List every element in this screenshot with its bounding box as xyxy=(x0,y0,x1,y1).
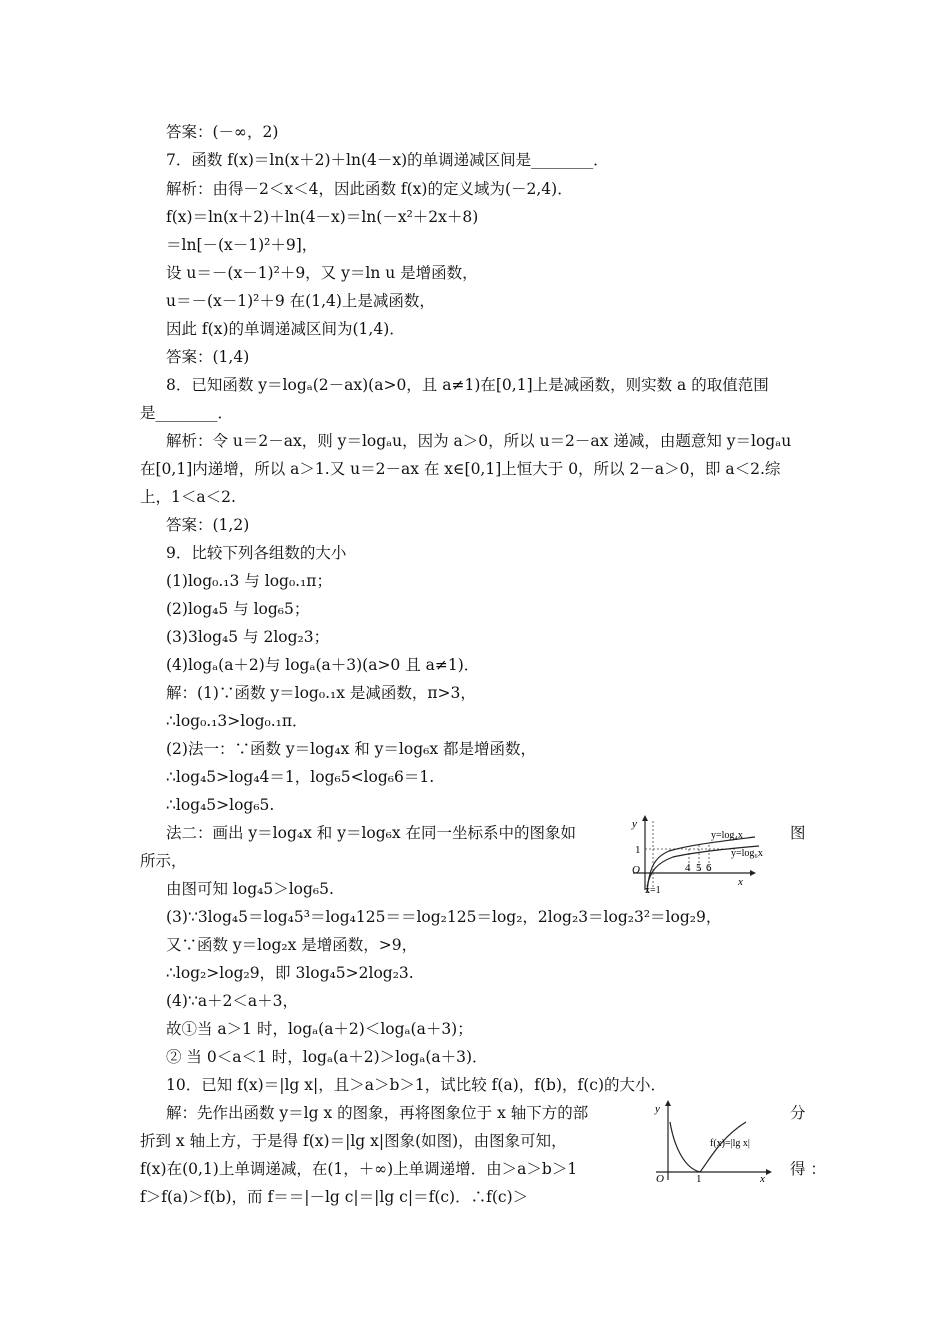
tick-label: 5 xyxy=(696,862,702,874)
text-line: (1)log₀.₁3 与 log₀.₁π； xyxy=(166,572,332,590)
origin-label: O xyxy=(632,864,640,876)
curve-label: f(x)=|lg x| xyxy=(710,1138,750,1149)
text-line: 因此 f(x)的单调递减区间为(1,4)． xyxy=(166,320,405,338)
text-line: 答案：(1,4) xyxy=(166,348,250,366)
text-line: f(x)＝ln(x＋2)＋ln(4－x)＝ln(－x²＋2x＋8) xyxy=(166,208,479,226)
origin-label: O xyxy=(656,1173,664,1182)
text-line: 10．已知 f(x)＝|lg x|，且＞a＞b＞1，试比较 f(a)，f(b)，f(c)的大小． xyxy=(166,1076,667,1094)
vline-label: x=1 xyxy=(645,885,661,895)
text-line: 设 u＝－(x－1)²＋9，又 y＝ln u 是增函数， xyxy=(166,264,478,282)
side-text: 得 ： xyxy=(790,1160,826,1178)
text-line: u＝－(x－1)²＋9 在(1,4)上是减函数， xyxy=(166,292,435,310)
text-line: 答案：(1,2) xyxy=(166,516,250,534)
curve-label: y=log₄x xyxy=(711,830,743,841)
text-line: (2)法一：∵函数 y＝log₄x 和 y＝log₆x 都是增函数， xyxy=(166,740,537,758)
text-line: 9．比较下列各组数的大小 xyxy=(166,544,347,562)
text-line: f＞f(a)＞f(b)，而 f＝＝|－lg c|＝|lg c|＝f(c)．∴f(c)＞ xyxy=(140,1188,529,1206)
log-curves-figure xyxy=(625,815,785,895)
text-line: 解：先作出函数 y＝lg x 的图象，再将图象位于 x 轴下方的部 xyxy=(166,1104,589,1122)
text-line: ∴log₄5>log₄4＝1，log₆5<log₆6＝1. xyxy=(166,768,435,786)
curve-label: y=log₆x xyxy=(731,848,763,859)
abs-lg-figure xyxy=(650,1100,780,1182)
text-line: 法二：画出 y＝log₄x 和 y＝log₆x 在同一坐标系中的图象如 xyxy=(166,824,577,842)
x-axis-label: x xyxy=(760,1173,765,1182)
tick-label: 6 xyxy=(706,862,712,874)
text-line: 上，1＜a＜2. xyxy=(140,488,236,506)
text-line: (4)logₐ(a＋2)与 logₐ(a＋3)(a>0 且 a≠1)． xyxy=(166,656,480,674)
side-text: 分 xyxy=(790,1104,806,1122)
text-line: 8．已知函数 y＝logₐ(2－ax)(a>0，且 a≠1)在[0,1]上是减函数，则实数 a 的取值范围 xyxy=(166,376,769,394)
side-text: 图 xyxy=(790,824,806,842)
text-line: 解：(1)∵函数 y＝log₀.₁x 是减函数，π>3， xyxy=(166,684,476,702)
text-line: 所示， xyxy=(140,852,187,870)
text-line: ∴log₄5>log₆5. xyxy=(166,796,275,814)
text-line: ② 当 0＜a＜1 时，logₐ(a＋2)＞logₐ(a＋3)． xyxy=(166,1048,488,1066)
tick-label: 1 xyxy=(696,1173,702,1182)
text-line: (3)∵3log₄5＝log₄5³＝log₄125＝＝log₂125＝log₂，2log₂3＝log₂3²＝log₂9， xyxy=(166,908,722,926)
text-line: 又∵函数 y＝log₂x 是增函数，>9， xyxy=(166,936,418,954)
y-axis-label: y xyxy=(632,818,637,830)
text-line: 解析：由得－2＜x＜4，因此函数 f(x)的定义域为(－2,4)． xyxy=(166,180,573,198)
text-line: 由图可知 log₄5＞log₆5. xyxy=(166,880,334,898)
text-line: 7．函数 f(x)＝ln(x＋2)＋ln(4－x)的单调递减区间是________． xyxy=(166,151,609,169)
text-line: ＝ln[－(x－1)²＋9]， xyxy=(166,236,318,254)
text-line: (3)3log₄5 与 2log₂3； xyxy=(166,628,330,646)
y-axis-label: y xyxy=(655,1103,660,1115)
text-line: 是________． xyxy=(140,404,234,422)
text-line: 故①当 a＞1 时，logₐ(a＋2)＜logₐ(a＋3)； xyxy=(166,1020,473,1038)
text-line: ∴log₂>log₂9，即 3log₄5>2log₂3. xyxy=(166,964,414,982)
text-line: ∴log₀.₁3>log₀.₁π． xyxy=(166,712,308,730)
tick-label: 4 xyxy=(685,862,691,874)
text-line: (4)∵a＋2＜a＋3， xyxy=(166,992,299,1010)
text-line: 解析：令 u＝2－ax，则 y＝logₐu，因为 a＞0，所以 u＝2－ax 递减，由题意知 y＝logₐu xyxy=(166,432,792,450)
text-line: 答案：(－∞，2) xyxy=(166,123,279,141)
tick-label: 1 xyxy=(635,844,641,856)
text-line: 在[0,1]内递增，所以 a＞1.又 u＝2－ax 在 x∈[0,1]上恒大于 0，所以 2－a＞0，即 a＜2.综 xyxy=(140,460,781,478)
x-axis-label: x xyxy=(738,876,743,888)
text-line: f(x)在(0,1)上单调递减，在(1，＋∞)上单调递增．由＞a＞b＞1 xyxy=(140,1160,578,1178)
text-line: (2)log₄5 与 log₆5； xyxy=(166,600,310,618)
text-line: 折到 x 轴上方，于是得 f(x)＝|lg x|图象(如图)，由图象可知， xyxy=(140,1132,567,1150)
